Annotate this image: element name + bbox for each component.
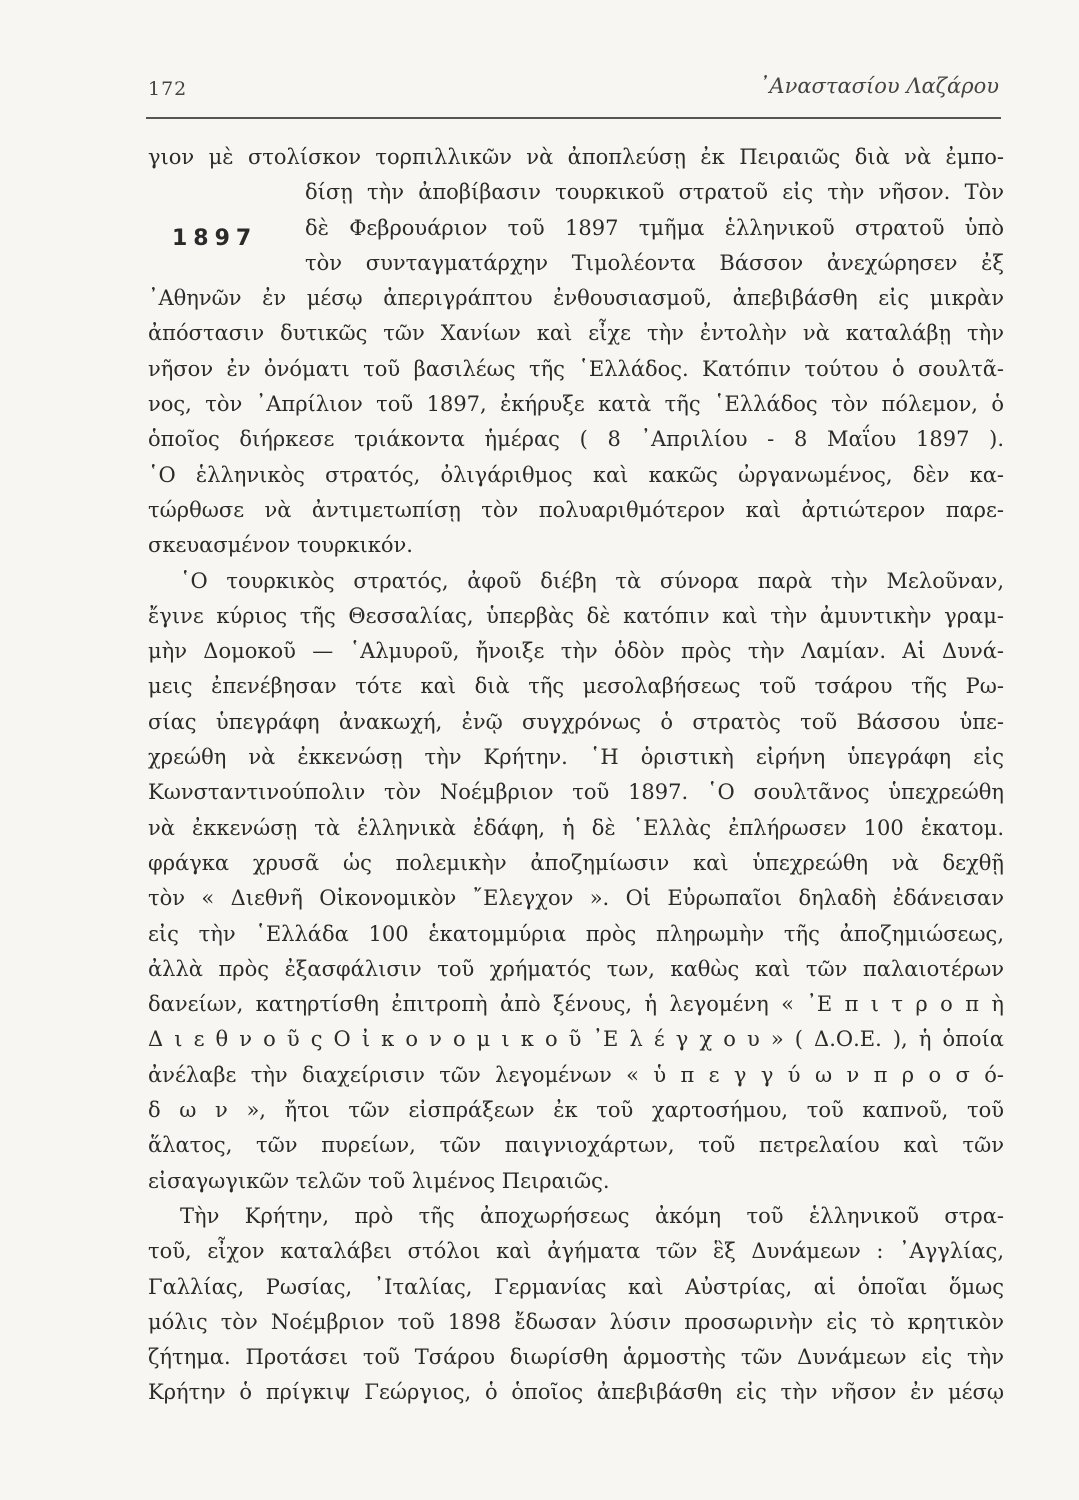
text-line: ὁποῖος διήρκεσε τριάκοντα ἡμέρας ( 8 ᾿Απριλίου - 8 Μαΐου 1897 ). [148, 427, 1004, 452]
header-rule [146, 117, 1001, 119]
text-line: μόλις τὸν Νοέμβριον τοῦ 1898 ἔδωσαν λύσιν προσωρινὴν εἰς τὸ κρητικὸν [148, 1309, 1004, 1334]
text-line: Κρήτην ὁ πρίγκιψ Γεώργιος, ὁ ὁποῖος ἀπεβιβάσθη εἰς τὴν νῆσον ἐν μέσῳ [148, 1380, 1004, 1405]
text-line: τώρθωσε νὰ ἀντιμετωπίσῃ τὸν πολυαριθμότερον καὶ ἀρτιώτερον παρε- [148, 497, 1004, 522]
text-line: δανείων, κατηρτίσθη ἐπιτροπὴ ἀπὸ ξένους, ἡ λεγομένη « ᾿Ε π ι τ ρ ο π ὴ [148, 992, 1004, 1017]
text-line: δίσῃ τὴν ἀποβίβασιν τουρκικοῦ στρατοῦ εἰς τὴν νῆσον. Τὸν [305, 180, 1004, 205]
text-line: εἰσαγωγικῶν τελῶν τοῦ λιμένος Πειραιῶς. [148, 1168, 610, 1193]
text-line: νὰ ἐκκενώσῃ τὰ ἑλληνικὰ ἐδάφη, ἡ δὲ ῾Ελλὰς ἐπλήρωσεν 100 ἑκατομ. [148, 815, 1004, 840]
text-line: Γαλλίας, Ρωσίας, ᾿Ιταλίας, Γερμανίας καὶ Αὐστρίας, αἱ ὁποῖαι ὅμως [148, 1274, 1004, 1299]
text-line: γιον μὲ στολίσκον τορπιλλικῶν νὰ ἀποπλεύσῃ ἐκ Πειραιῶς διὰ νὰ ἐμπο- [148, 145, 1004, 169]
text-line: τὸν συνταγματάρχην Τιμολέοντα Βάσσον ἀνεχώρησεν ἐξ [305, 250, 1004, 275]
text-line: εἰς τὴν ῾Ελλάδα 100 ἑκατομμύρια πρὸς πληρωμὴν τῆς ἀποζημιώσεως, [148, 921, 1004, 946]
text-line: ῾Ο ἑλληνικὸς στρατός, ὀλιγάριθμος καὶ κακῶς ὠργανωμένος, δὲν κα- [148, 462, 1004, 487]
text-line: ἀλλὰ πρὸς ἐξασφάλισιν τοῦ χρήματός των, καθὼς καὶ τῶν παλαιοτέρων [148, 956, 1004, 981]
text-line: ζήτημα. Προτάσει τοῦ Τσάρου διωρίσθη ἁρμοστὴς τῶν Δυνάμεων εἰς τὴν [148, 1345, 1004, 1370]
text-line: χρεώθη νὰ ἐκκενώσῃ τὴν Κρήτην. ῾Η ὁριστικὴ εἰρήνη ὑπεγράφη εἰς [148, 745, 1004, 770]
text-line: μεις ἐπενέβησαν τότε καὶ διὰ τῆς μεσολαβήσεως τοῦ τσάρου τῆς Ρω- [148, 674, 1004, 699]
text-line: δ ω ν », ἤτοι τῶν εἰσπράξεων ἐκ τοῦ χαρτοσήμου, τοῦ καπνοῦ, τοῦ [148, 1098, 1004, 1123]
body-text [148, 140, 1004, 1411]
text-line: ἀνέλαβε τὴν διαχείρισιν τῶν λεγομένων « ὑ π ε γ γ ύ ω ν π ρ ο σ ό- [148, 1062, 1004, 1087]
text-line: Δ ι ε θ ν ο ῦ ς Ο ἰ κ ο ν ο μ ι κ ο ῦ ᾿Ε λ έ γ χ ο υ » ( Δ.Ο.Ε. ), ἡ ὁποία [148, 1027, 1004, 1052]
text-line: Τὴν Κρήτην, πρὸ τῆς ἀποχωρήσεως ἀκόμη τοῦ ἑλληνικοῦ στρα- [180, 1203, 1004, 1228]
running-head: ᾿Αναστασίου Λαζάρου [758, 74, 999, 98]
text-line: ᾿Αθηνῶν ἐν μέσῳ ἀπεριγράπτου ἐνθουσιασμοῦ, ἀπεβιβάσθη εἰς μικρὰν [148, 286, 1004, 311]
text-line: τὸν « Διεθνῆ Οἰκονομικὸν ῎Ελεγχον ». Οἱ Εὐρωπαῖοι δηλαδὴ ἐδάνεισαν [148, 886, 1004, 911]
page-number: 172 [148, 78, 188, 100]
text-line: νος, τὸν ᾿Απρίλιον τοῦ 1897, ἐκήρυξε κατὰ τῆς ῾Ελλάδος τὸν πόλεμον, ὁ [148, 392, 1004, 417]
text-line: νῆσον ἐν ὀνόματι τοῦ βασιλέως τῆς ῾Ελλάδος. Κατόπιν τούτου ὁ σουλτᾶ- [148, 356, 1004, 381]
text-line: φράγκα χρυσᾶ ὡς πολεμικὴν ἀποζημίωσιν καὶ ὑπεχρεώθη νὰ δεχθῇ [148, 850, 1004, 875]
text-line: ῾Ο τουρκικὸς στρατός, ἀφοῦ διέβη τὰ σύνορα παρὰ τὴν Μελοῦναν, [180, 568, 1004, 593]
text-line: δὲ Φεβρουάριον τοῦ 1897 τμῆμα ἑλληνικοῦ στρατοῦ ὑπὸ [305, 215, 1004, 240]
text-line: μὴν Δομοκοῦ — ῾Αλμυροῦ, ἤνοιξε τὴν ὁδὸν πρὸς τὴν Λαμίαν. Αἱ Δυνά- [148, 639, 1004, 664]
text-line: ἀπόστασιν δυτικῶς τῶν Χανίων καὶ εἶχε τὴν ἐντολὴν νὰ καταλάβῃ τὴν [148, 321, 1004, 346]
text-line: Κωνσταντινούπολιν τὸν Νοέμβριον τοῦ 1897. ῾Ο σουλτᾶνος ὑπεχρεώθη [148, 780, 1004, 805]
text-line: σίας ὑπεγράφη ἀνακωχή, ἐνῷ συγχρόνως ὁ στρατὸς τοῦ Βάσσου ὑπε- [148, 709, 1004, 734]
text-line: τοῦ, εἶχον καταλάβει στόλοι καὶ ἀγήματα τῶν ἓξ Δυνάμεων : ᾿Αγγλίας, [148, 1239, 1004, 1264]
text-line: σκευασμένον τουρκικόν. [148, 533, 413, 558]
text-line: ἔγινε κύριος τῆς Θεσσαλίας, ὑπερβὰς δὲ κατόπιν καὶ τὴν ἀμυντικὴν γραμ- [148, 603, 1004, 628]
text-line: ἅλατος, τῶν πυρείων, τῶν παιγνιοχάρτων, τοῦ πετρελαίου καὶ τῶν [148, 1133, 1004, 1158]
margin-year-note: 1897 [172, 226, 258, 251]
